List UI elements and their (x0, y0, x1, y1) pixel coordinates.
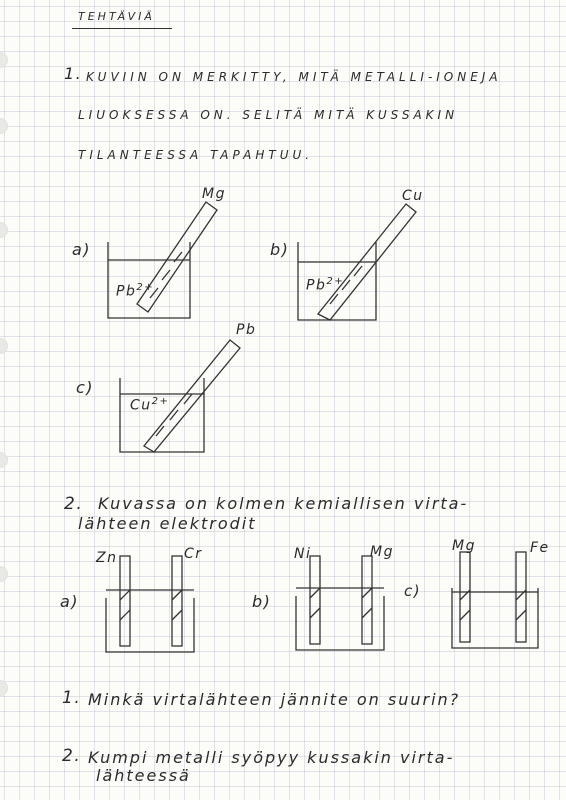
cell-a-right-electrode: Cr (184, 546, 203, 562)
question1-number: 1. (62, 688, 82, 708)
beaker-c-ion: $Cu^{2+}$ (130, 396, 170, 414)
cell-c (452, 552, 538, 648)
question1-line-1: Minkä virtalähteen jännite on suurin? (88, 690, 461, 709)
beaker-a-ion: $Pb^{2+}$ (116, 282, 155, 300)
task2-line-2: lähteen elektrodit (78, 514, 257, 533)
beaker-a (108, 202, 217, 318)
question2-line-2: lähteessä (96, 766, 191, 785)
task1-line-1: KUVIIN ON MERKITTY, MITÄ METALLI-IONEJA (86, 70, 502, 84)
cell-c-left-electrode: Mg (452, 538, 476, 554)
cell-a-label: a) (60, 592, 80, 611)
beaker-c-label: c) (76, 378, 95, 397)
task2-number: 2. (64, 494, 84, 514)
beaker-b-ion: $Pb^{2+}$ (306, 276, 345, 294)
beaker-b-label: b) (270, 240, 290, 259)
cell-c-right-electrode: Fe (530, 540, 550, 556)
cell-b-label: b) (252, 592, 272, 611)
cell-b (296, 556, 384, 650)
page-heading: TEHTÄVIÄ (78, 10, 155, 23)
cell-b-left-electrode: Ni (294, 546, 312, 562)
cell-a (106, 556, 194, 652)
beaker-c-metal: Pb (236, 322, 257, 338)
cell-c-label: c) (404, 582, 422, 600)
cell-a-left-electrode: Zn (96, 550, 118, 566)
beaker-b-metal: Cu (402, 188, 424, 204)
beaker-a-metal: Mg (202, 186, 226, 202)
cell-b-right-electrode: Mg (370, 544, 394, 560)
task1-number: 1. (64, 64, 83, 83)
task2-line-1: Kuvassa on kolmen kemiallisen virta- (98, 494, 469, 513)
task1-line-3: TILANTEESSA TAPAHTUU. (78, 148, 314, 162)
beaker-a-label: a) (72, 240, 92, 259)
question2-number: 2. (62, 746, 82, 766)
beaker-b (298, 204, 416, 320)
task1-line-2: LIUOKSESSA ON. SELITÄ MITÄ KUSSAKIN (78, 108, 459, 122)
question2-line-1: Kumpi metalli syöpyy kussakin virta- (88, 748, 455, 767)
